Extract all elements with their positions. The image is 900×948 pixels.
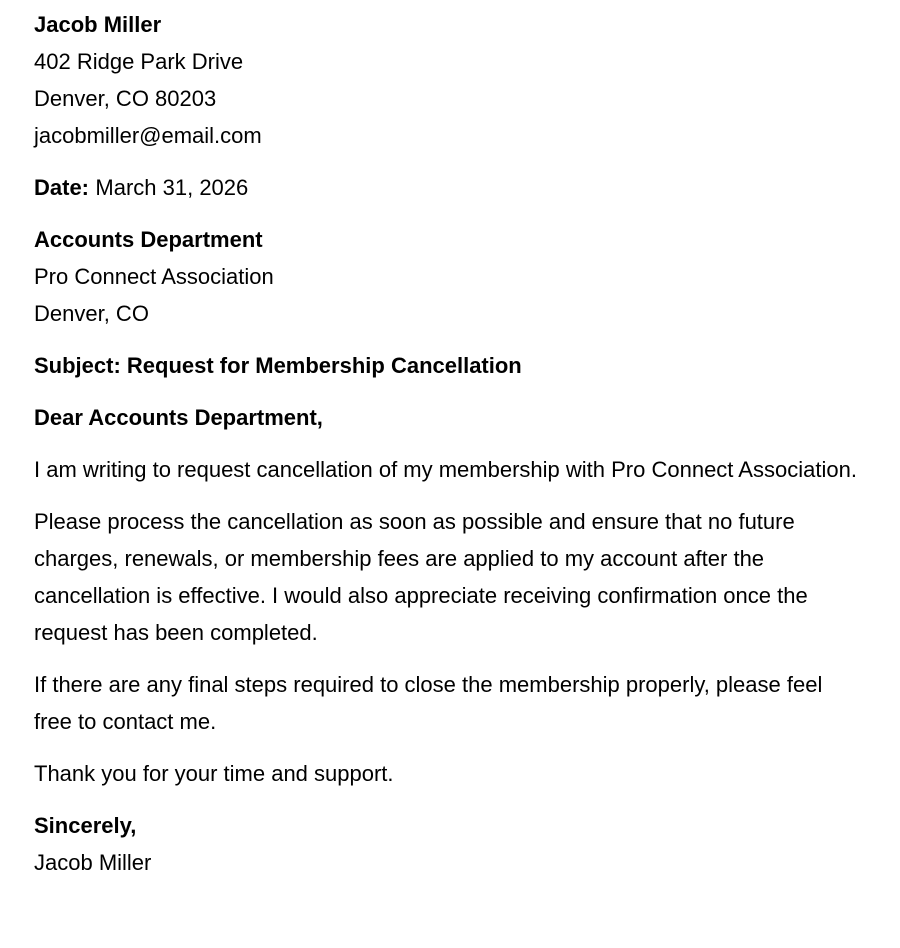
recipient-location: Denver, CO	[34, 301, 149, 326]
salutation: Dear Accounts Department,	[34, 405, 323, 430]
sender-email: jacobmiller@email.com	[34, 123, 262, 148]
body-paragraph-1: I am writing to request cancellation of my membership with Pro Connect Association.	[34, 457, 857, 482]
sender-name: Jacob Miller	[34, 12, 162, 37]
recipient-department: Accounts Department	[34, 227, 263, 252]
closing-phrase: Sincerely,	[34, 813, 137, 838]
sender-address-line2: Denver, CO 80203	[34, 86, 217, 111]
date-line	[34, 169, 866, 206]
closing-block	[34, 807, 866, 881]
body-paragraph-4: Thank you for your time and support.	[34, 761, 394, 786]
sender-address-line1: 402 Ridge Park Drive	[34, 49, 244, 74]
date-label: Date:	[34, 175, 90, 200]
body-paragraph-2: Please process the cancellation as soon as possible and ensure that no future charges, renewals, or membership fees are applied to my account after the cancellation is effective. I would also appreciate receiving confirmation once the request has been completed.	[34, 509, 808, 645]
signature-name: Jacob Miller	[34, 850, 152, 875]
subject-line: Subject: Request for Membership Cancellation	[34, 353, 522, 378]
body-paragraph-3: If there are any final steps required to close the membership properly, please feel free to contact me.	[34, 672, 823, 734]
date-value: March 31, 2026	[95, 175, 249, 200]
sender-block	[34, 6, 866, 154]
recipient-organization: Pro Connect Association	[34, 264, 274, 289]
recipient-block	[34, 221, 866, 332]
